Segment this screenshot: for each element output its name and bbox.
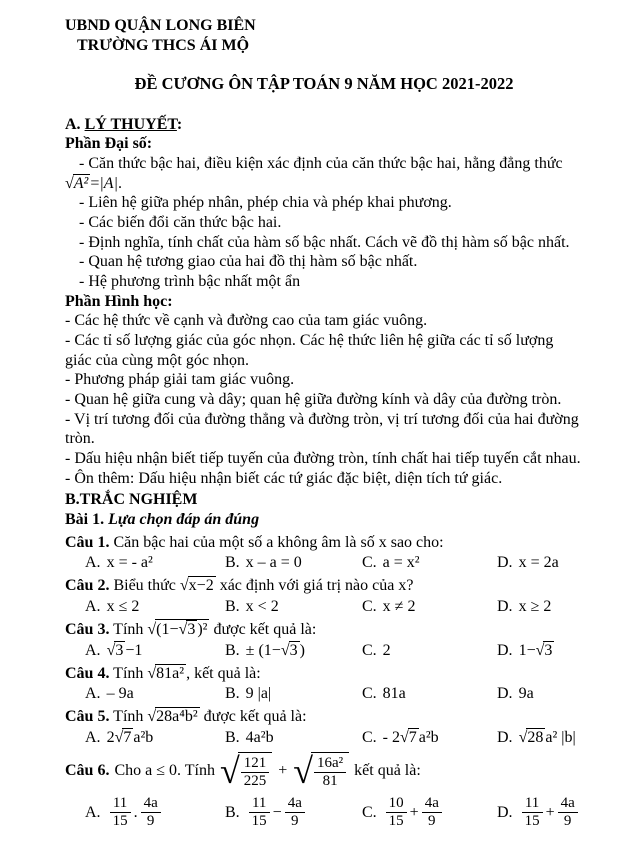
theory-item: - Quan hệ tương giao của hai đồ thị hàm số bậc nhất. <box>79 253 418 271</box>
option-d-label: D. <box>497 597 513 615</box>
option-b <box>225 641 362 661</box>
option-a-label: A. <box>85 728 101 746</box>
question-6-number: Câu 6. <box>65 762 110 780</box>
sqrt-expression <box>147 708 199 725</box>
fraction-numerator: √ 121 <box>241 755 270 773</box>
option-c-tail: a²b <box>418 728 439 746</box>
sqrt-expression <box>180 577 216 594</box>
option-d <box>497 728 583 748</box>
theory-item: - Định nghĩa, tính chất của hàm số bậc nhất. Cách vẽ đồ thị hàm số bậc nhất. <box>79 233 570 251</box>
question-2-stem <box>65 576 583 596</box>
fraction-denominator: 9 <box>563 812 572 829</box>
option-b <box>225 553 362 573</box>
option-a-value: – 9a <box>106 685 134 703</box>
algebra-identity-line <box>65 174 583 194</box>
option-a <box>85 597 225 617</box>
option-a-value: x = - a² <box>106 554 153 572</box>
question-6-text: Cho a ≤ 0. Tính <box>114 762 215 780</box>
exercise-heading <box>65 510 583 530</box>
question-3-text: Tính <box>113 621 144 639</box>
math-operator: + <box>409 803 419 821</box>
option-b-label: B. <box>225 803 240 821</box>
option-c <box>362 795 497 830</box>
section-b <box>65 490 583 829</box>
option-b-value: x – a = 0 <box>245 554 302 572</box>
fraction-denominator: 15 <box>112 812 128 829</box>
fraction <box>386 795 407 830</box>
math-radicand: 3 <box>115 642 124 660</box>
math-operator: . <box>133 803 138 821</box>
question-2-number: Câu 2. <box>65 577 110 595</box>
option-a <box>85 641 225 661</box>
fraction <box>285 795 305 830</box>
question-1-text: Căn bậc hai của một số a không âm là số x sao cho: <box>113 533 444 551</box>
fraction <box>558 795 578 830</box>
option-a <box>85 728 225 748</box>
fraction-denominator: 225 <box>243 773 267 790</box>
option-d-label: D. <box>497 642 513 660</box>
question-1-stem <box>65 533 583 553</box>
theory-item: - Các biến đổi căn thức bậc hai. <box>79 213 282 231</box>
option-c <box>362 641 497 661</box>
theory-item: - Liên hệ giữa phép nhân, phép chia và phép khai phương. <box>79 194 452 212</box>
option-a-value: x ≤ 2 <box>106 597 140 615</box>
math-period: . <box>117 174 122 192</box>
option-a <box>85 795 225 830</box>
question-6-options <box>65 795 583 830</box>
theory-item: - Vị trí tương đối của đường thẳng và đường tròn, vị trí tương đối của hai đường tròn. <box>65 410 579 448</box>
math-radicand: 28 <box>527 728 544 746</box>
fraction-denominator: 81 <box>322 773 338 790</box>
option-a-label: A. <box>85 554 101 572</box>
nested-sqrt <box>179 621 198 638</box>
option-b-label: B. <box>225 728 240 746</box>
question-4-options <box>65 684 583 704</box>
option-d-label: D. <box>497 803 513 821</box>
algebra-heading: Phần Đại số: <box>65 135 153 153</box>
sqrt-expression <box>281 642 300 659</box>
math-part: )² <box>197 621 208 639</box>
question-2-text: Biểu thức <box>113 577 176 595</box>
option-d-pre: 1− <box>518 642 536 660</box>
theory-item: - Các hệ thức về cạnh và đường cao của tam giác vuông. <box>65 312 428 330</box>
option-b-tail: ) <box>299 642 305 660</box>
fraction-denominator: 15 <box>251 812 267 829</box>
theory-item: - Hệ phương trình bậc nhất một ẩn <box>79 273 301 290</box>
option-c-label: C. <box>362 728 377 746</box>
math-abs-value: |A| <box>99 174 118 192</box>
fraction-numerator: 4a <box>422 795 442 813</box>
fraction-denominator: 9 <box>428 812 436 829</box>
theory-item: - Ôn thêm: Dấu hiệu nhận biết các tứ giác đặc biệt, diện tích tứ giác. <box>65 469 503 487</box>
sqrt-fraction <box>220 752 272 790</box>
section-a-heading <box>65 115 583 135</box>
fraction <box>522 795 543 830</box>
question-6-stem <box>65 752 583 790</box>
fraction-denominator: 15 <box>524 812 540 829</box>
question-5-options <box>65 728 583 748</box>
option-b <box>225 795 362 830</box>
math-operator: + <box>545 803 555 821</box>
option-a-label: A. <box>85 685 101 703</box>
option-d-value: x = 2a <box>518 554 559 572</box>
option-b-label: B. <box>225 554 240 572</box>
algebra-items <box>65 193 583 291</box>
option-a-label: A. <box>85 597 101 615</box>
math-radicand: 3 <box>289 642 298 660</box>
sqrt-expression <box>519 729 546 746</box>
option-b <box>225 597 362 617</box>
option-b <box>225 728 362 748</box>
question-3-options <box>65 641 583 661</box>
option-c <box>362 553 497 573</box>
fraction-numerator: 11 <box>249 795 270 813</box>
option-a-pre: 2 <box>106 728 115 746</box>
option-c-label: C. <box>362 642 377 660</box>
question-3-stem <box>65 619 583 640</box>
option-d-value: x ≥ 2 <box>518 597 552 615</box>
fraction <box>141 795 161 830</box>
option-d-label: D. <box>497 554 513 572</box>
section-a-prefix: A. <box>65 115 85 133</box>
option-c-label: C. <box>362 597 377 615</box>
fraction <box>241 755 270 790</box>
sqrt-expression <box>115 729 134 746</box>
geometry-heading: Phần Hình học: <box>65 292 173 310</box>
option-a-label: A. <box>85 642 101 660</box>
option-b-label: B. <box>225 685 240 703</box>
theory-item: - Các tỉ số lượng giác của góc nhọn. Các hệ thức liên hệ giữa các tỉ số lượng giác của cùng một góc nhọn. <box>65 332 554 369</box>
algebra-intro: - Căn thức bậc hai, điều kiện xác định của căn thức bậc hai, hằng đẳng thức <box>79 154 563 172</box>
question-1-options <box>65 553 583 573</box>
section-b-heading: B.TRẮC NGHIỆM <box>65 491 198 509</box>
fraction-numerator: 4a <box>141 795 161 813</box>
question-4-number: Câu 4. <box>65 664 110 682</box>
option-b-label: B. <box>225 597 240 615</box>
fraction <box>314 755 346 790</box>
question-2-text-after: xác định với giá trị nào của x? <box>219 577 414 595</box>
math-part: (1− <box>156 621 179 639</box>
question-6-text-after: kết quả là: <box>354 762 421 780</box>
option-a-tail: −1 <box>125 642 143 660</box>
option-a <box>85 553 225 573</box>
fraction-numerator: 4a <box>558 795 578 813</box>
sqrt-expression <box>107 642 126 659</box>
fraction-numerator: 11 <box>110 795 131 813</box>
option-d <box>497 795 583 830</box>
fraction-numerator: √ 16a² <box>314 755 346 773</box>
fraction-denominator: 9 <box>291 812 299 829</box>
math-equals: = <box>90 174 100 192</box>
math-radicand <box>311 752 349 790</box>
option-d-value: 9a <box>518 685 534 703</box>
math-radicand: 3 <box>187 621 196 639</box>
option-b-value: x < 2 <box>245 597 279 615</box>
option-c-value: a = x² <box>382 554 420 572</box>
option-c <box>362 728 497 748</box>
sqrt-fraction <box>293 752 349 790</box>
option-d-label: D. <box>497 728 513 746</box>
fraction <box>249 795 270 830</box>
option-c-value: 81a <box>382 685 406 703</box>
header-department: UBND QUẬN LONG BIÊN <box>65 17 256 34</box>
option-d <box>497 597 583 617</box>
question-5-text-after: được kết quả là: <box>203 708 307 726</box>
sqrt-expression <box>400 729 419 746</box>
sqrt-expression <box>147 621 209 638</box>
option-d <box>497 641 583 661</box>
question-2-options <box>65 597 583 617</box>
question-3-number: Câu 3. <box>65 621 110 639</box>
math-radicand: A² <box>73 174 89 192</box>
option-c-label: C. <box>362 803 377 821</box>
question-4-text-after: , kết quả là: <box>186 664 261 682</box>
option-a <box>85 684 225 704</box>
math-radicand: 7 <box>408 728 417 746</box>
option-b-value: 9 |a| <box>245 685 272 703</box>
theory-item: - Phương pháp giải tam giác vuông. <box>65 371 295 389</box>
section-a-title: LÝ THUYẾT <box>84 115 177 133</box>
exercise-title: Lựa chọn đáp án đúng <box>108 511 260 529</box>
option-d-tail: a² |b| <box>545 728 576 746</box>
option-a-tail: a²b <box>133 728 154 746</box>
option-c-label: C. <box>362 685 377 703</box>
question-5-number: Câu 5. <box>65 708 110 726</box>
option-b-label: B. <box>225 642 240 660</box>
question-3-text-after: được kết quả là: <box>213 621 317 639</box>
question-4-text: Tính <box>113 664 144 682</box>
math-radicand: x−2 <box>188 577 214 595</box>
option-d-label: D. <box>497 685 513 703</box>
option-d <box>497 684 583 704</box>
math-radicand: 3 <box>544 642 553 660</box>
fraction-numerator: 10 <box>386 795 407 813</box>
question-5-stem <box>65 707 583 727</box>
fraction-denominator: 15 <box>388 812 404 829</box>
theory-item: - Quan hệ giữa cung và dây; quan hệ giữa đường kính và dây của đường tròn. <box>65 391 562 409</box>
sqrt-expression <box>536 642 555 659</box>
document-title: ĐỀ CƯƠNG ÔN TẬP TOÁN 9 NĂM HỌC 2021-2022 <box>134 74 514 94</box>
math-radicand: 7 <box>123 728 132 746</box>
option-d <box>497 553 583 573</box>
header-school: TRƯỜNG THCS ÁI MỘ <box>77 36 250 54</box>
fraction <box>422 795 442 830</box>
question-4-stem <box>65 664 583 684</box>
option-c-label: C. <box>362 554 377 572</box>
option-b <box>225 684 362 704</box>
option-c <box>362 597 497 617</box>
option-c-value: x ≠ 2 <box>382 597 416 615</box>
section-a-colon: : <box>176 115 183 133</box>
fraction-denominator: 9 <box>146 812 155 829</box>
math-operator: − <box>272 803 282 821</box>
geometry-items <box>65 311 583 488</box>
option-b-pre: ± (1− <box>245 642 281 660</box>
math-radicand <box>155 619 209 639</box>
math-radicand: 81a² <box>156 664 185 682</box>
math-operator: + <box>278 762 288 780</box>
option-c-pre: - 2 <box>382 728 400 746</box>
fraction <box>110 795 131 830</box>
option-c-value: 2 <box>382 642 391 660</box>
sqrt-expression <box>147 665 186 682</box>
fraction-numerator: 4a <box>285 795 305 813</box>
sqrt-expression <box>65 175 90 192</box>
fraction-numerator: 11 <box>522 795 543 813</box>
theory-item: - Dấu hiệu nhận biết tiếp tuyến của đường tròn, tính chất hai tiếp tuyến cắt nhau. <box>65 450 581 468</box>
math-radicand: 28a⁴b² <box>156 708 198 726</box>
math-radicand <box>238 752 273 790</box>
question-5-text: Tính <box>113 708 144 726</box>
option-c <box>362 684 497 704</box>
exercise-label: Bài 1. <box>65 511 105 529</box>
option-a-label: A. <box>85 803 101 821</box>
option-b-value: 4a²b <box>245 728 274 746</box>
question-1-number: Câu 1. <box>65 533 110 551</box>
